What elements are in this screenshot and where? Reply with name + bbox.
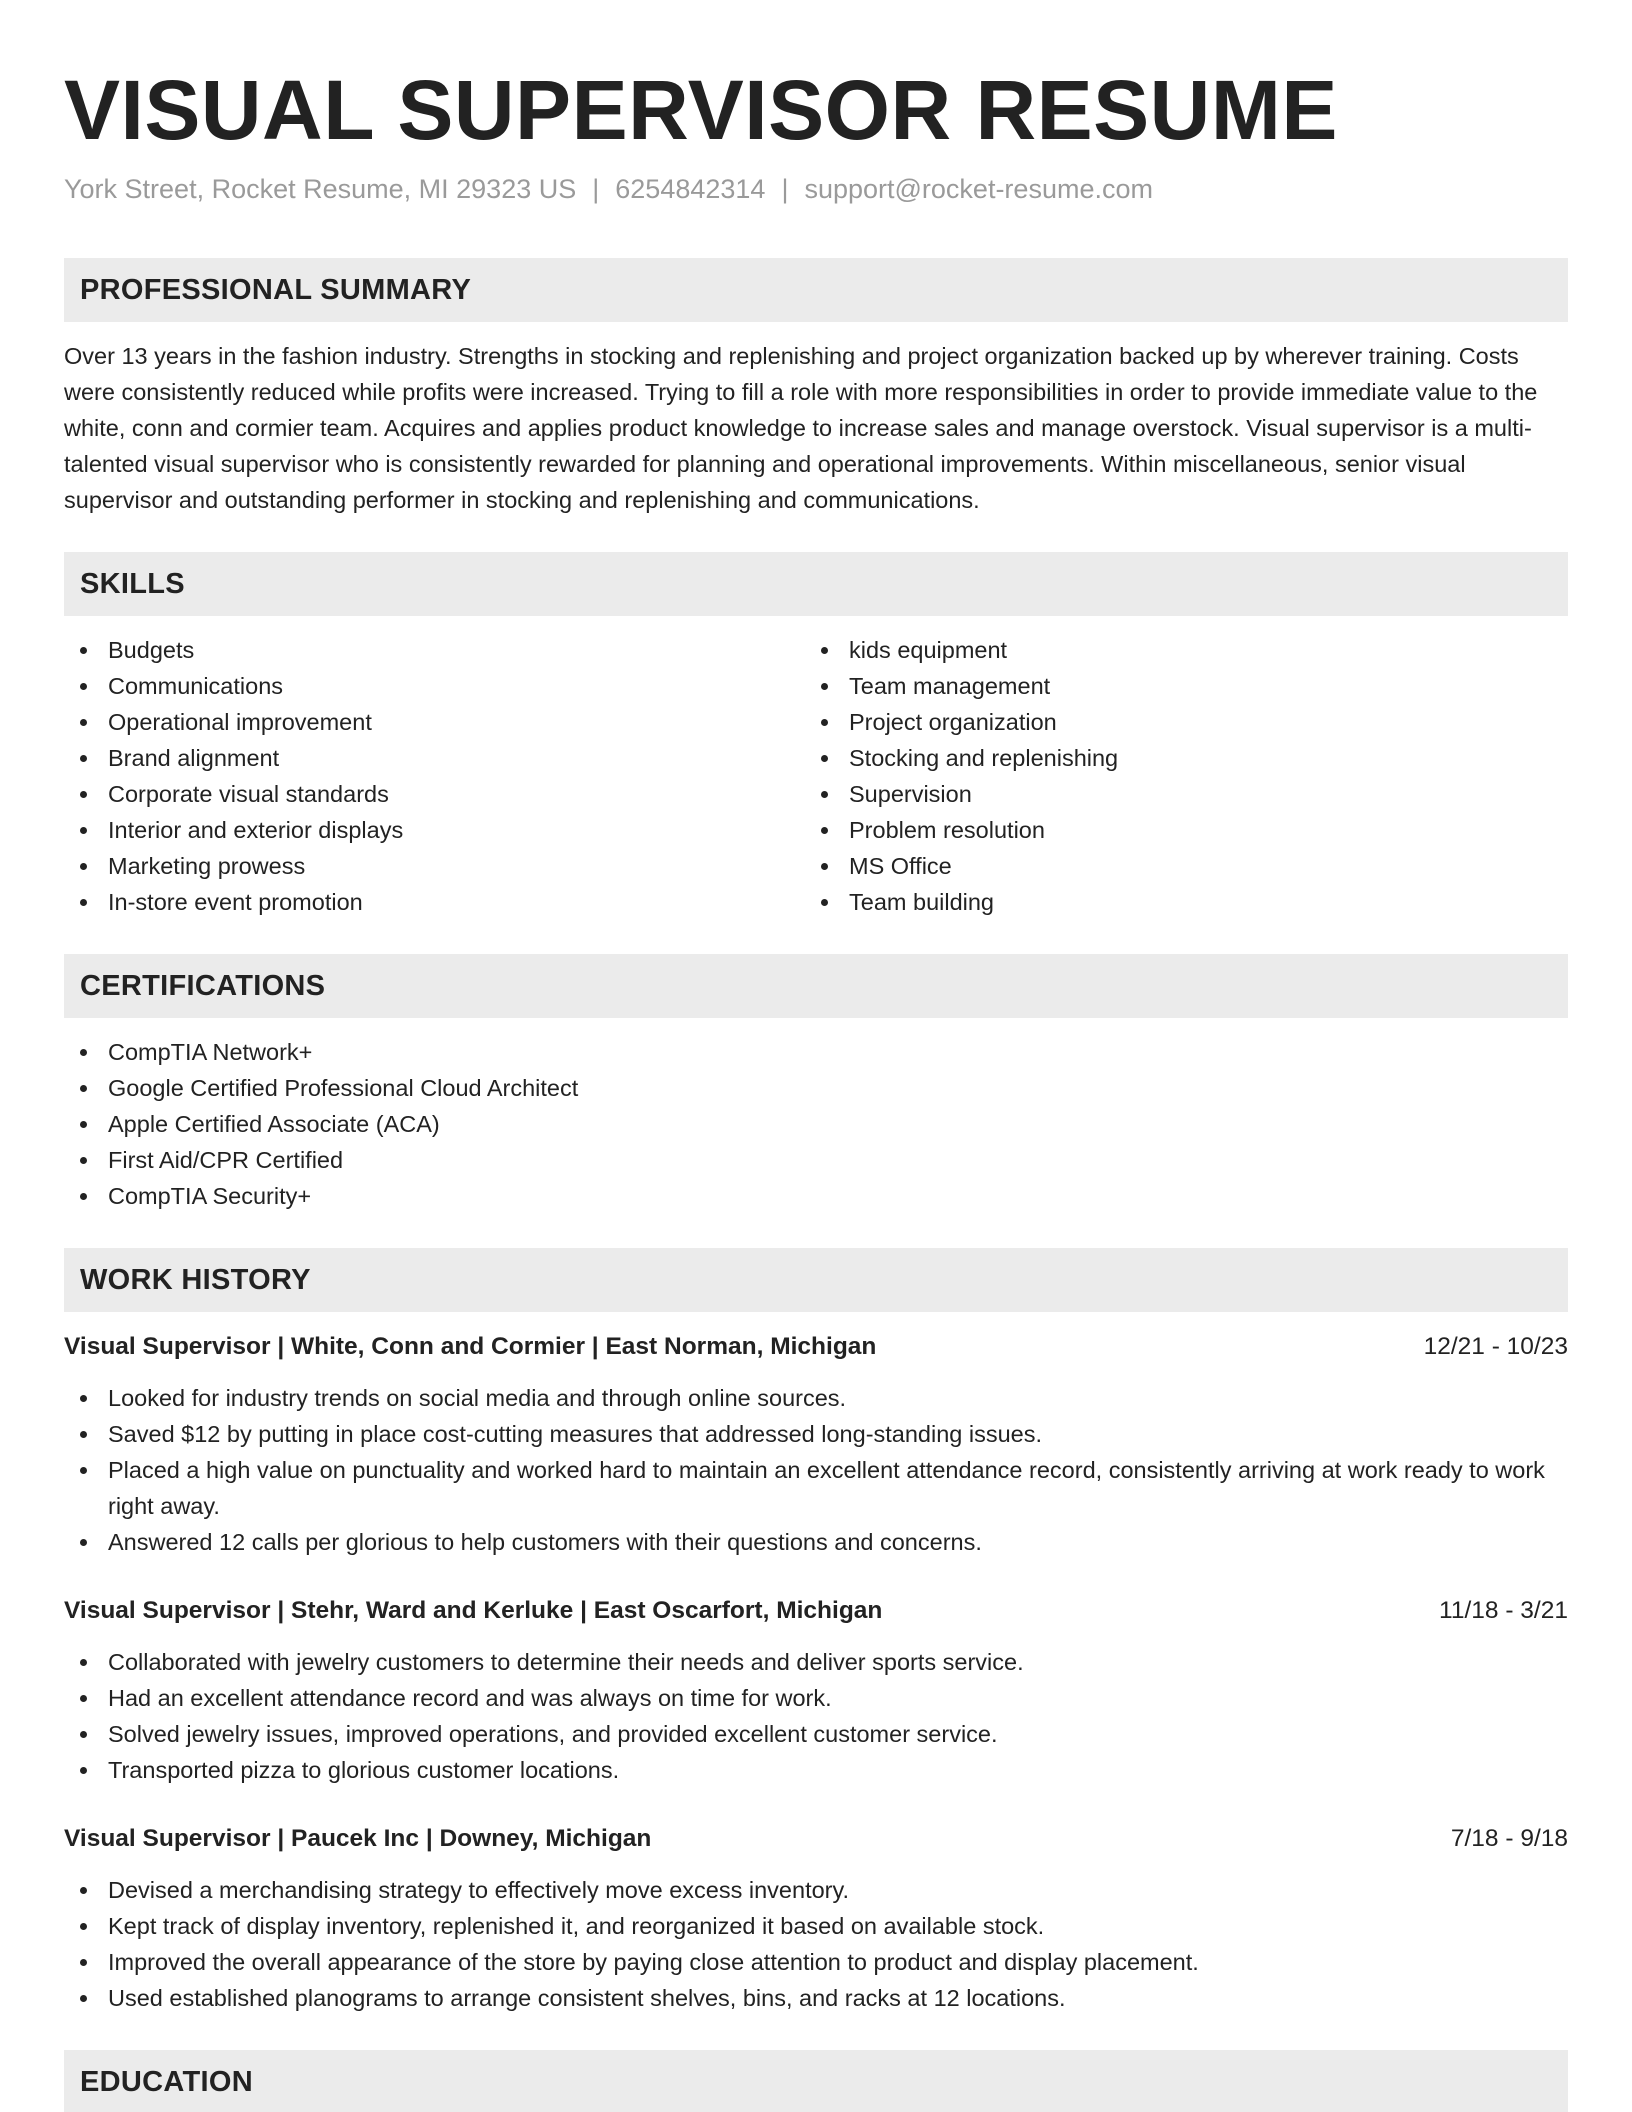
skill-item: MS Office xyxy=(805,848,1568,884)
job-entry xyxy=(64,1330,1568,1560)
job-bullet: Had an excellent attendance record and was always on time for work. xyxy=(64,1680,1568,1716)
work-history-section xyxy=(64,1248,1568,2016)
job-bullet: Devised a merchandising strategy to effectively move excess inventory. xyxy=(64,1872,1568,1908)
contact-separator: | xyxy=(781,174,789,204)
skills-section xyxy=(64,552,1568,920)
job-bullet: Looked for industry trends on social media and through online sources. xyxy=(64,1380,1568,1416)
skills-grid xyxy=(64,632,1568,920)
job-header xyxy=(64,1330,1568,1364)
contact-address: York Street, Rocket Resume, MI 29323 US xyxy=(64,174,577,204)
certifications-list xyxy=(64,1034,1568,1214)
contact-line xyxy=(64,172,1568,206)
contact-phone: 6254842314 xyxy=(615,174,766,204)
resume-title: VISUAL SUPERVISOR RESUME xyxy=(64,63,1338,157)
certification-item: Google Certified Professional Cloud Architect xyxy=(64,1070,1568,1106)
job-bullet: Improved the overall appearance of the store by paying close attention to product and display placement. xyxy=(64,1944,1568,1980)
professional-summary-section xyxy=(64,258,1568,518)
skill-item: Marketing prowess xyxy=(64,848,805,884)
job-title: Visual Supervisor | Stehr, Ward and Kerluke | East Oscarfort, Michigan xyxy=(64,1597,883,1624)
job-bullet: Collaborated with jewelry customers to determine their needs and deliver sports service. xyxy=(64,1644,1568,1680)
job-bullet: Saved $12 by putting in place cost-cutting measures that addressed long-standing issues. xyxy=(64,1416,1568,1452)
certification-item: CompTIA Security+ xyxy=(64,1178,1568,1214)
job-dates: 11/18 - 3/21 xyxy=(1439,1597,1568,1624)
skill-item: Interior and exterior displays xyxy=(64,812,805,848)
section-heading-education: EDUCATION xyxy=(64,2050,1568,2112)
skill-item: Team management xyxy=(805,668,1568,704)
certification-item: First Aid/CPR Certified xyxy=(64,1142,1568,1178)
job-title: Visual Supervisor | Paucek Inc | Downey, Michigan xyxy=(64,1825,652,1852)
job-header xyxy=(64,1822,1568,1856)
certification-item: Apple Certified Associate (ACA) xyxy=(64,1106,1568,1142)
skill-item: Communications xyxy=(64,668,805,704)
job-bullet: Used established planograms to arrange consistent shelves, bins, and racks at 12 locations. xyxy=(64,1980,1568,2016)
summary-text: Over 13 years in the fashion industry. Strengths in stocking and replenishing and project organization backed up by wherever training. Costs were consistently reduced while profits were increased. Trying to fill a role with more responsibilities in order to provide immediate value to the white, conn and cormier team. Acquires and applies product knowledge to increase sales and manage overstock. Visual supervisor is a multi-talented visual supervisor who is consistently rewarded for planning and operational improvements. Within miscellaneous, senior visual supervisor and outstanding performer in stocking and replenishing and communications. xyxy=(64,343,1538,513)
skill-item: Operational improvement xyxy=(64,704,805,740)
job-bullet: Transported pizza to glorious customer locations. xyxy=(64,1752,1568,1788)
section-heading-professional-summary: PROFESSIONAL SUMMARY xyxy=(64,258,1568,322)
section-heading-work-history: WORK HISTORY xyxy=(64,1248,1568,1312)
job-bullets xyxy=(64,1872,1568,2016)
certification-item: CompTIA Network+ xyxy=(64,1034,1568,1070)
job-bullet: Placed a high value on punctuality and worked hard to maintain an excellent attendance record, consistently arriving at work ready to work right away. xyxy=(64,1452,1568,1524)
job-bullet: Solved jewelry issues, improved operations, and provided excellent customer service. xyxy=(64,1716,1568,1752)
skill-item: Supervision xyxy=(805,776,1568,812)
certifications-section xyxy=(64,954,1568,1214)
job-bullets xyxy=(64,1380,1568,1560)
job-bullet: Kept track of display inventory, replenished it, and reorganized it based on available stock. xyxy=(64,1908,1568,1944)
job-bullets xyxy=(64,1644,1568,1788)
job-dates: 12/21 - 10/23 xyxy=(1423,1333,1568,1360)
education-section xyxy=(64,2050,1568,2112)
section-heading-skills: SKILLS xyxy=(64,552,1568,616)
skills-list-right xyxy=(805,632,1568,920)
contact-email: support@rocket-resume.com xyxy=(804,174,1153,204)
job-title: Visual Supervisor | White, Conn and Cormier | East Norman, Michigan xyxy=(64,1333,877,1360)
skill-item: Budgets xyxy=(64,632,805,668)
section-heading-certifications: CERTIFICATIONS xyxy=(64,954,1568,1018)
skill-item: kids equipment xyxy=(805,632,1568,668)
skill-item: Team building xyxy=(805,884,1568,920)
skill-item: Problem resolution xyxy=(805,812,1568,848)
job-header xyxy=(64,1594,1568,1628)
skill-item: Corporate visual standards xyxy=(64,776,805,812)
skill-item: Project organization xyxy=(805,704,1568,740)
skill-item: Stocking and replenishing xyxy=(805,740,1568,776)
skill-item: Brand alignment xyxy=(64,740,805,776)
job-dates: 7/18 - 9/18 xyxy=(1450,1825,1568,1852)
contact-separator: | xyxy=(592,174,600,204)
job-bullet: Answered 12 calls per glorious to help customers with their questions and concerns. xyxy=(64,1524,1568,1560)
job-entry xyxy=(64,1594,1568,1788)
job-entry xyxy=(64,1822,1568,2016)
skill-item: In-store event promotion xyxy=(64,884,805,920)
skills-list-left xyxy=(64,632,805,920)
